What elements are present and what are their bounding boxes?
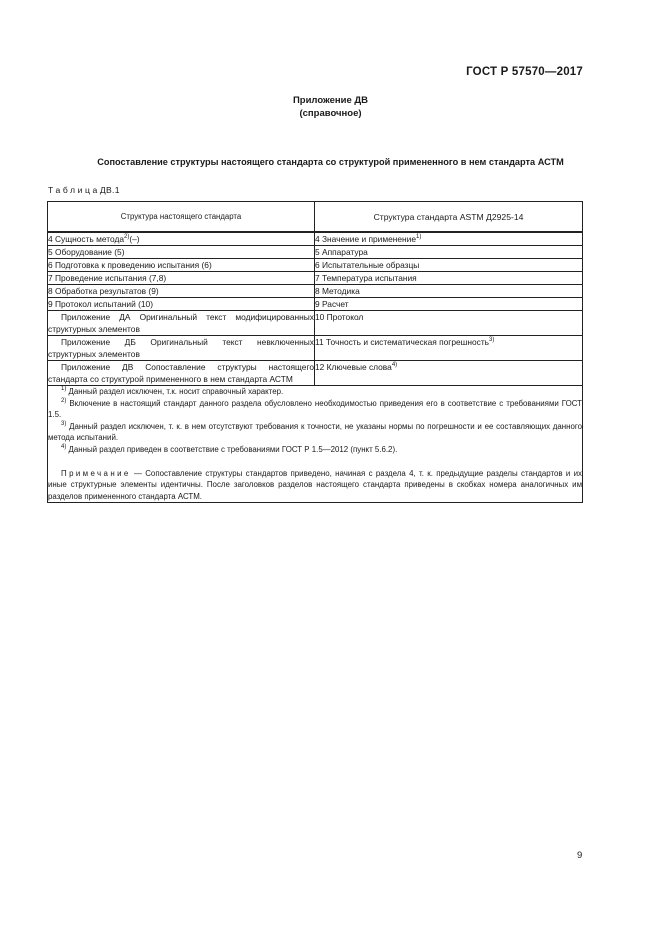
footnote-mark: 3): [61, 420, 67, 427]
footnote: [48, 421, 582, 444]
cell-right: 8 Методика: [315, 285, 583, 298]
table-footer-row: [48, 386, 583, 503]
appendix-subtitle: (справочное): [299, 108, 362, 119]
note-text: — Сопоставление структуры стандартов приведено, начиная с раздела 4, т. к. предыдущие разделы стандартов и их иные структурные элементы идентичны. После заголовков разделов настоящего стандарта приведены в скобках номера аналогичных им разделов примененного стандарта АСТМ.: [48, 468, 582, 501]
cell-left: 6 Подготовка к проведению испытания (6): [48, 259, 315, 272]
cell-right-text: 12 Ключевые слова: [315, 362, 392, 372]
footnote-text: Данный раздел исключен, т. к. в нем отсутствуют требования к точности, не указаны нормы по погрешности и ее составляющих данного метода испытаний.: [48, 421, 582, 443]
cell-left-suffix: (–): [129, 234, 140, 244]
footnote: [48, 444, 582, 456]
footnote-ref: 3): [489, 337, 495, 343]
cell-right: [315, 361, 583, 386]
cell-right: 7 Температура испытания: [315, 272, 583, 285]
table-row: [48, 232, 583, 246]
table-row: [48, 272, 583, 285]
cell-left: 8 Обработка результатов (9): [48, 285, 315, 298]
footnote-text: Включение в настоящий стандарт данного раздела обусловлено необходимостью приведения его в соответствие с требованиями ГОСТ 1.5.: [48, 398, 582, 420]
cell-left: Приложение ДА Оригинальный текст модифицированных структурных элементов: [48, 312, 314, 334]
cell-left: 7 Проведение испытания (7,8): [48, 272, 315, 285]
table-caption-number: ДВ.1: [99, 185, 120, 195]
footnote-ref: 1): [416, 234, 422, 240]
cell-right: 5 Аппаратура: [315, 246, 583, 259]
note-label: Примечание: [61, 468, 131, 478]
comparison-table: [47, 201, 583, 503]
page-number: 9: [577, 850, 583, 861]
cell-right: [315, 232, 583, 246]
table-row: [48, 285, 583, 298]
cell-right: 6 Испытательные образцы: [315, 259, 583, 272]
table-row: [48, 246, 583, 259]
table-row: [48, 311, 583, 336]
cell-left: Приложение ДБ Оригинальный текст невключенных структурных элементов: [48, 337, 314, 359]
table-header-row: [48, 202, 583, 233]
cell-left: Приложение ДВ Сопоставление структуры настоящего стандарта со структурой примененного в нем стандарта АСТМ: [48, 362, 314, 384]
cell-right: 9 Расчет: [315, 298, 583, 311]
footnote-text: Данный раздел исключен, т.к. носит справочный характер.: [66, 387, 284, 396]
cell-right: 10 Протокол: [315, 311, 583, 336]
footnotes-cell: [48, 386, 583, 503]
table-row: [48, 259, 583, 272]
table-note: [48, 468, 582, 503]
footnote-mark: 2): [61, 397, 67, 404]
document-code: ГОСТ Р 57570—2017: [466, 66, 583, 78]
footnote-text: Данный раздел приведен в соответствие с требованиями ГОСТ Р 1.5—2012 (пункт 5.6.2).: [66, 444, 398, 454]
cell-left-text: 4 Сущность метода: [48, 234, 125, 244]
cell-right-text: 4 Значение и применение: [315, 234, 416, 244]
cell-left: 5 Оборудование (5): [48, 246, 315, 259]
header-current-standard: Структура настоящего стандарта: [48, 202, 315, 233]
cell-left: [48, 232, 315, 246]
footnote-ref: 4): [391, 362, 398, 368]
footnote: [48, 398, 582, 421]
footnote-mark: 1): [61, 386, 67, 392]
table-row: [48, 361, 583, 386]
cell-right: [315, 336, 583, 361]
cell-left: 9 Протокол испытаний (10): [48, 298, 315, 311]
table-row: [48, 298, 583, 311]
footnote-ref: 2): [124, 234, 130, 240]
footnote: [48, 386, 582, 398]
table-caption: [48, 185, 120, 195]
appendix-title: Приложение ДВ: [292, 95, 369, 106]
header-astm-standard: Структура стандарта ASTM Д2925-14: [315, 202, 583, 233]
cell-right-text: 11 Точность и систематическая погрешность: [315, 337, 490, 347]
section-title: Сопоставление структуры настоящего стандарта со структурой примененного в нем стандарта АСТМ: [97, 157, 564, 167]
footnote-mark: 4): [61, 443, 67, 450]
table-caption-prefix: Таблица: [48, 185, 100, 195]
table-row: [48, 336, 583, 361]
